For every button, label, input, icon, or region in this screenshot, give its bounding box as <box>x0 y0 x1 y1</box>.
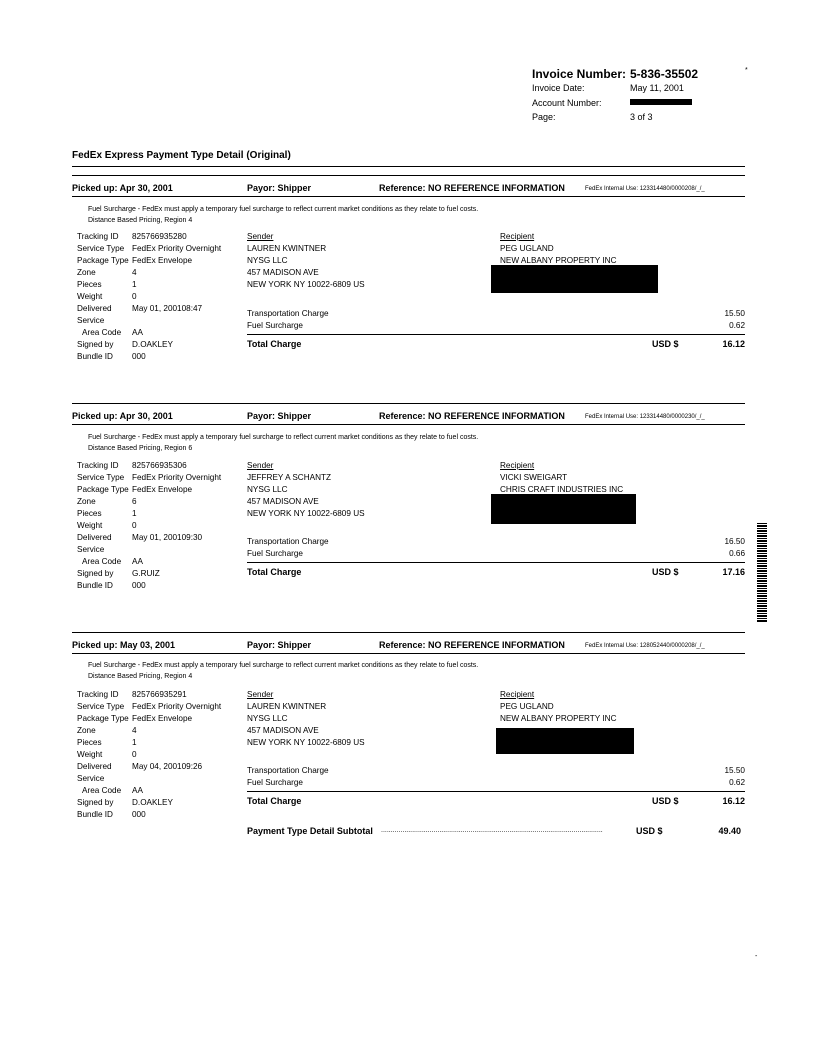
service-type: FedEx Priority Overnight <box>132 244 222 253</box>
bundle-id-label: Bundle ID <box>77 810 113 819</box>
shipment-header-rule <box>72 653 745 654</box>
area-code: AA <box>132 786 143 795</box>
picked-up: Picked up: Apr 30, 2001 <box>72 183 173 193</box>
package-type-label: Package Type <box>77 485 129 494</box>
subtotal-value: 49.40 <box>718 826 741 836</box>
fuel-surcharge: 0.62 <box>729 778 745 787</box>
signed-by-label: Signed by <box>77 798 114 807</box>
weight-label: Weight <box>77 521 103 530</box>
total-currency: USD $ <box>652 567 679 577</box>
subtotal-label: Payment Type Detail Subtotal <box>247 826 373 836</box>
payor: Payor: Shipper <box>247 640 312 650</box>
shipment-header-rule <box>72 196 745 197</box>
package-type: FedEx Envelope <box>132 714 193 723</box>
fuel-note: Fuel Surcharge - FedEx must apply a temporary fuel surcharge to reflect current market conditions as they relate to fuel costs. <box>88 434 479 441</box>
invoice-number: 5-836-35502 <box>630 67 699 81</box>
account-number-redaction <box>630 99 692 105</box>
sender-company: NYSG LLC <box>247 485 288 494</box>
delivered-label: Delivered <box>77 304 112 313</box>
recipient-name: PEG UGLAND <box>500 244 554 253</box>
page-label: Page: <box>532 112 556 122</box>
fuel-note: Fuel Surcharge - FedEx must apply a temporary fuel surcharge to reflect current market conditions as they relate to fuel costs. <box>88 206 479 213</box>
sender-city: NEW YORK NY 10022-6809 US <box>247 280 365 289</box>
service-label: Service <box>77 774 105 783</box>
sender-label: Sender <box>247 690 274 699</box>
total-currency: USD $ <box>652 339 679 349</box>
weight-label: Weight <box>77 292 103 301</box>
total-charge: 16.12 <box>722 339 745 349</box>
tracking-id-label: Tracking ID <box>77 232 119 241</box>
transportation-charge-label: Transportation Charge <box>247 537 329 546</box>
service-type-label: Service Type <box>77 702 125 711</box>
bundle-id-label: Bundle ID <box>77 581 113 590</box>
area-code: AA <box>132 328 143 337</box>
tracking-id: 825766935280 <box>132 232 187 241</box>
sender-street: 457 MADISON AVE <box>247 268 319 277</box>
account-number-label: Account Number: <box>532 98 602 108</box>
delivered-label: Delivered <box>77 762 112 771</box>
recipient-company: NEW ALBANY PROPERTY INC <box>500 256 617 265</box>
delivered-label: Delivered <box>77 533 112 542</box>
sender-label: Sender <box>247 232 274 241</box>
service-type: FedEx Priority Overnight <box>132 702 222 711</box>
payor: Payor: Shipper <box>247 411 312 421</box>
pieces-label: Pieces <box>77 280 102 289</box>
picked-up: Picked up: Apr 30, 2001 <box>72 411 173 421</box>
delivered: May 04, 200109:26 <box>132 762 203 771</box>
sender-name: LAUREN KWINTNER <box>247 702 327 711</box>
total-charge-label: Total Charge <box>247 567 302 577</box>
zone-label: Zone <box>77 497 96 506</box>
shipment-header-rule <box>72 424 745 425</box>
recipient-address-redaction <box>491 494 636 524</box>
service-type: FedEx Priority Overnight <box>132 473 222 482</box>
area-code-label: Area Code <box>82 786 122 795</box>
signed-by: D.OAKLEY <box>132 798 173 807</box>
total-charge: 16.12 <box>722 796 745 806</box>
weight: 0 <box>132 750 137 759</box>
transportation-charge: 15.50 <box>724 309 745 318</box>
total-charge: 17.16 <box>722 567 745 577</box>
fuel-surcharge: 0.62 <box>729 321 745 330</box>
page-value: 3 of 3 <box>630 112 653 122</box>
recipient-company: NEW ALBANY PROPERTY INC <box>500 714 617 723</box>
bundle-id: 000 <box>132 581 146 590</box>
shipment-top-rule <box>72 632 745 633</box>
total-rule <box>247 791 745 792</box>
total-charge-label: Total Charge <box>247 339 302 349</box>
service-label: Service <box>77 545 105 554</box>
weight: 0 <box>132 292 137 301</box>
recipient-label: Recipient <box>500 461 535 470</box>
pricing-note: Distance Based Pricing, Region 6 <box>88 445 193 452</box>
invoice-date-label: Invoice Date: <box>532 83 585 93</box>
tracking-id-label: Tracking ID <box>77 461 119 470</box>
package-type: FedEx Envelope <box>132 256 193 265</box>
internal-use: FedEx Internal Use: 123314480/0000208/_/_ <box>585 186 705 192</box>
section-title: FedEx Express Payment Type Detail (Original) <box>72 150 291 161</box>
payor: Payor: Shipper <box>247 183 312 193</box>
shipment-1 <box>0 175 816 403</box>
recipient-company: CHRIS CRAFT INDUSTRIES INC <box>500 485 624 494</box>
total-currency: USD $ <box>652 796 679 806</box>
internal-use: FedEx Internal Use: 128052440/0000208/_/_ <box>585 643 705 649</box>
bundle-id-label: Bundle ID <box>77 352 113 361</box>
sender-street: 457 MADISON AVE <box>247 726 319 735</box>
sender-company: NYSG LLC <box>247 256 288 265</box>
tracking-id-label: Tracking ID <box>77 690 119 699</box>
zone: 6 <box>132 497 137 506</box>
subtotal-dots: .................................................................................................................. <box>381 827 603 834</box>
fuel-note: Fuel Surcharge - FedEx must apply a temporary fuel surcharge to reflect current market conditions as they relate to fuel costs. <box>88 662 479 669</box>
tracking-id: 825766935291 <box>132 690 187 699</box>
total-rule <box>247 334 745 335</box>
sender-name: LAUREN KWINTNER <box>247 244 327 253</box>
sender-street: 457 MADISON AVE <box>247 497 319 506</box>
recipient-address-redaction <box>491 265 658 293</box>
transportation-charge-label: Transportation Charge <box>247 309 329 318</box>
signed-by-label: Signed by <box>77 569 114 578</box>
package-type: FedEx Envelope <box>132 485 193 494</box>
sender-label: Sender <box>247 461 274 470</box>
sender-company: NYSG LLC <box>247 714 288 723</box>
recipient-address-redaction <box>496 728 634 754</box>
area-code-label: Area Code <box>82 557 122 566</box>
zone-label: Zone <box>77 726 96 735</box>
zone: 4 <box>132 726 137 735</box>
signed-by-label: Signed by <box>77 340 114 349</box>
pricing-note: Distance Based Pricing, Region 4 <box>88 217 193 224</box>
pieces: 1 <box>132 280 137 289</box>
zone: 4 <box>132 268 137 277</box>
signed-by: G.RUIZ <box>132 569 160 578</box>
tracking-id: 825766935306 <box>132 461 187 470</box>
delivered: May 01, 200108:47 <box>132 304 203 313</box>
transportation-charge-label: Transportation Charge <box>247 766 329 775</box>
area-code: AA <box>132 557 143 566</box>
sender-city: NEW YORK NY 10022-6809 US <box>247 738 365 747</box>
package-type-label: Package Type <box>77 256 129 265</box>
reference: Reference: NO REFERENCE INFORMATION <box>379 411 565 421</box>
total-charge-label: Total Charge <box>247 796 302 806</box>
subtotal-currency: USD $ <box>636 826 663 836</box>
footer-mark: - <box>755 953 758 960</box>
sender-name: JEFFREY A SCHANTZ <box>247 473 332 482</box>
fuel-surcharge-label: Fuel Surcharge <box>247 549 303 558</box>
internal-use: FedEx Internal Use: 123314480/0000230/_/_ <box>585 414 705 420</box>
transportation-charge: 16.50 <box>724 537 745 546</box>
invoice-number-label: Invoice Number: <box>532 67 627 81</box>
total-rule <box>247 562 745 563</box>
reference: Reference: NO REFERENCE INFORMATION <box>379 640 565 650</box>
bundle-id: 000 <box>132 810 146 819</box>
service-type-label: Service Type <box>77 473 125 482</box>
corner-mark: * <box>745 67 748 74</box>
barcode <box>757 523 767 623</box>
pieces-label: Pieces <box>77 509 102 518</box>
shipment-top-rule <box>72 403 745 404</box>
pieces: 1 <box>132 738 137 747</box>
shipment-top-rule <box>72 175 745 176</box>
sender-city: NEW YORK NY 10022-6809 US <box>247 509 365 518</box>
pieces-label: Pieces <box>77 738 102 747</box>
weight-label: Weight <box>77 750 103 759</box>
pricing-note: Distance Based Pricing, Region 4 <box>88 673 193 680</box>
picked-up: Picked up: May 03, 2001 <box>72 640 176 650</box>
recipient-label: Recipient <box>500 232 535 241</box>
reference: Reference: NO REFERENCE INFORMATION <box>379 183 565 193</box>
recipient-label: Recipient <box>500 690 535 699</box>
recipient-name: VICKI SWEIGART <box>500 473 568 482</box>
signed-by: D.OAKLEY <box>132 340 173 349</box>
transportation-charge: 15.50 <box>724 766 745 775</box>
invoice-date: May 11, 2001 <box>630 83 684 93</box>
fuel-surcharge: 0.66 <box>729 549 745 558</box>
area-code-label: Area Code <box>82 328 122 337</box>
shipment-2 <box>0 403 816 631</box>
zone-label: Zone <box>77 268 96 277</box>
service-type-label: Service Type <box>77 244 125 253</box>
bundle-id: 000 <box>132 352 146 361</box>
delivered: May 01, 200109:30 <box>132 533 203 542</box>
package-type-label: Package Type <box>77 714 129 723</box>
service-label: Service <box>77 316 105 325</box>
fuel-surcharge-label: Fuel Surcharge <box>247 321 303 330</box>
weight: 0 <box>132 521 137 530</box>
recipient-name: PEG UGLAND <box>500 702 554 711</box>
section-rule <box>72 166 745 167</box>
pieces: 1 <box>132 509 137 518</box>
fuel-surcharge-label: Fuel Surcharge <box>247 778 303 787</box>
